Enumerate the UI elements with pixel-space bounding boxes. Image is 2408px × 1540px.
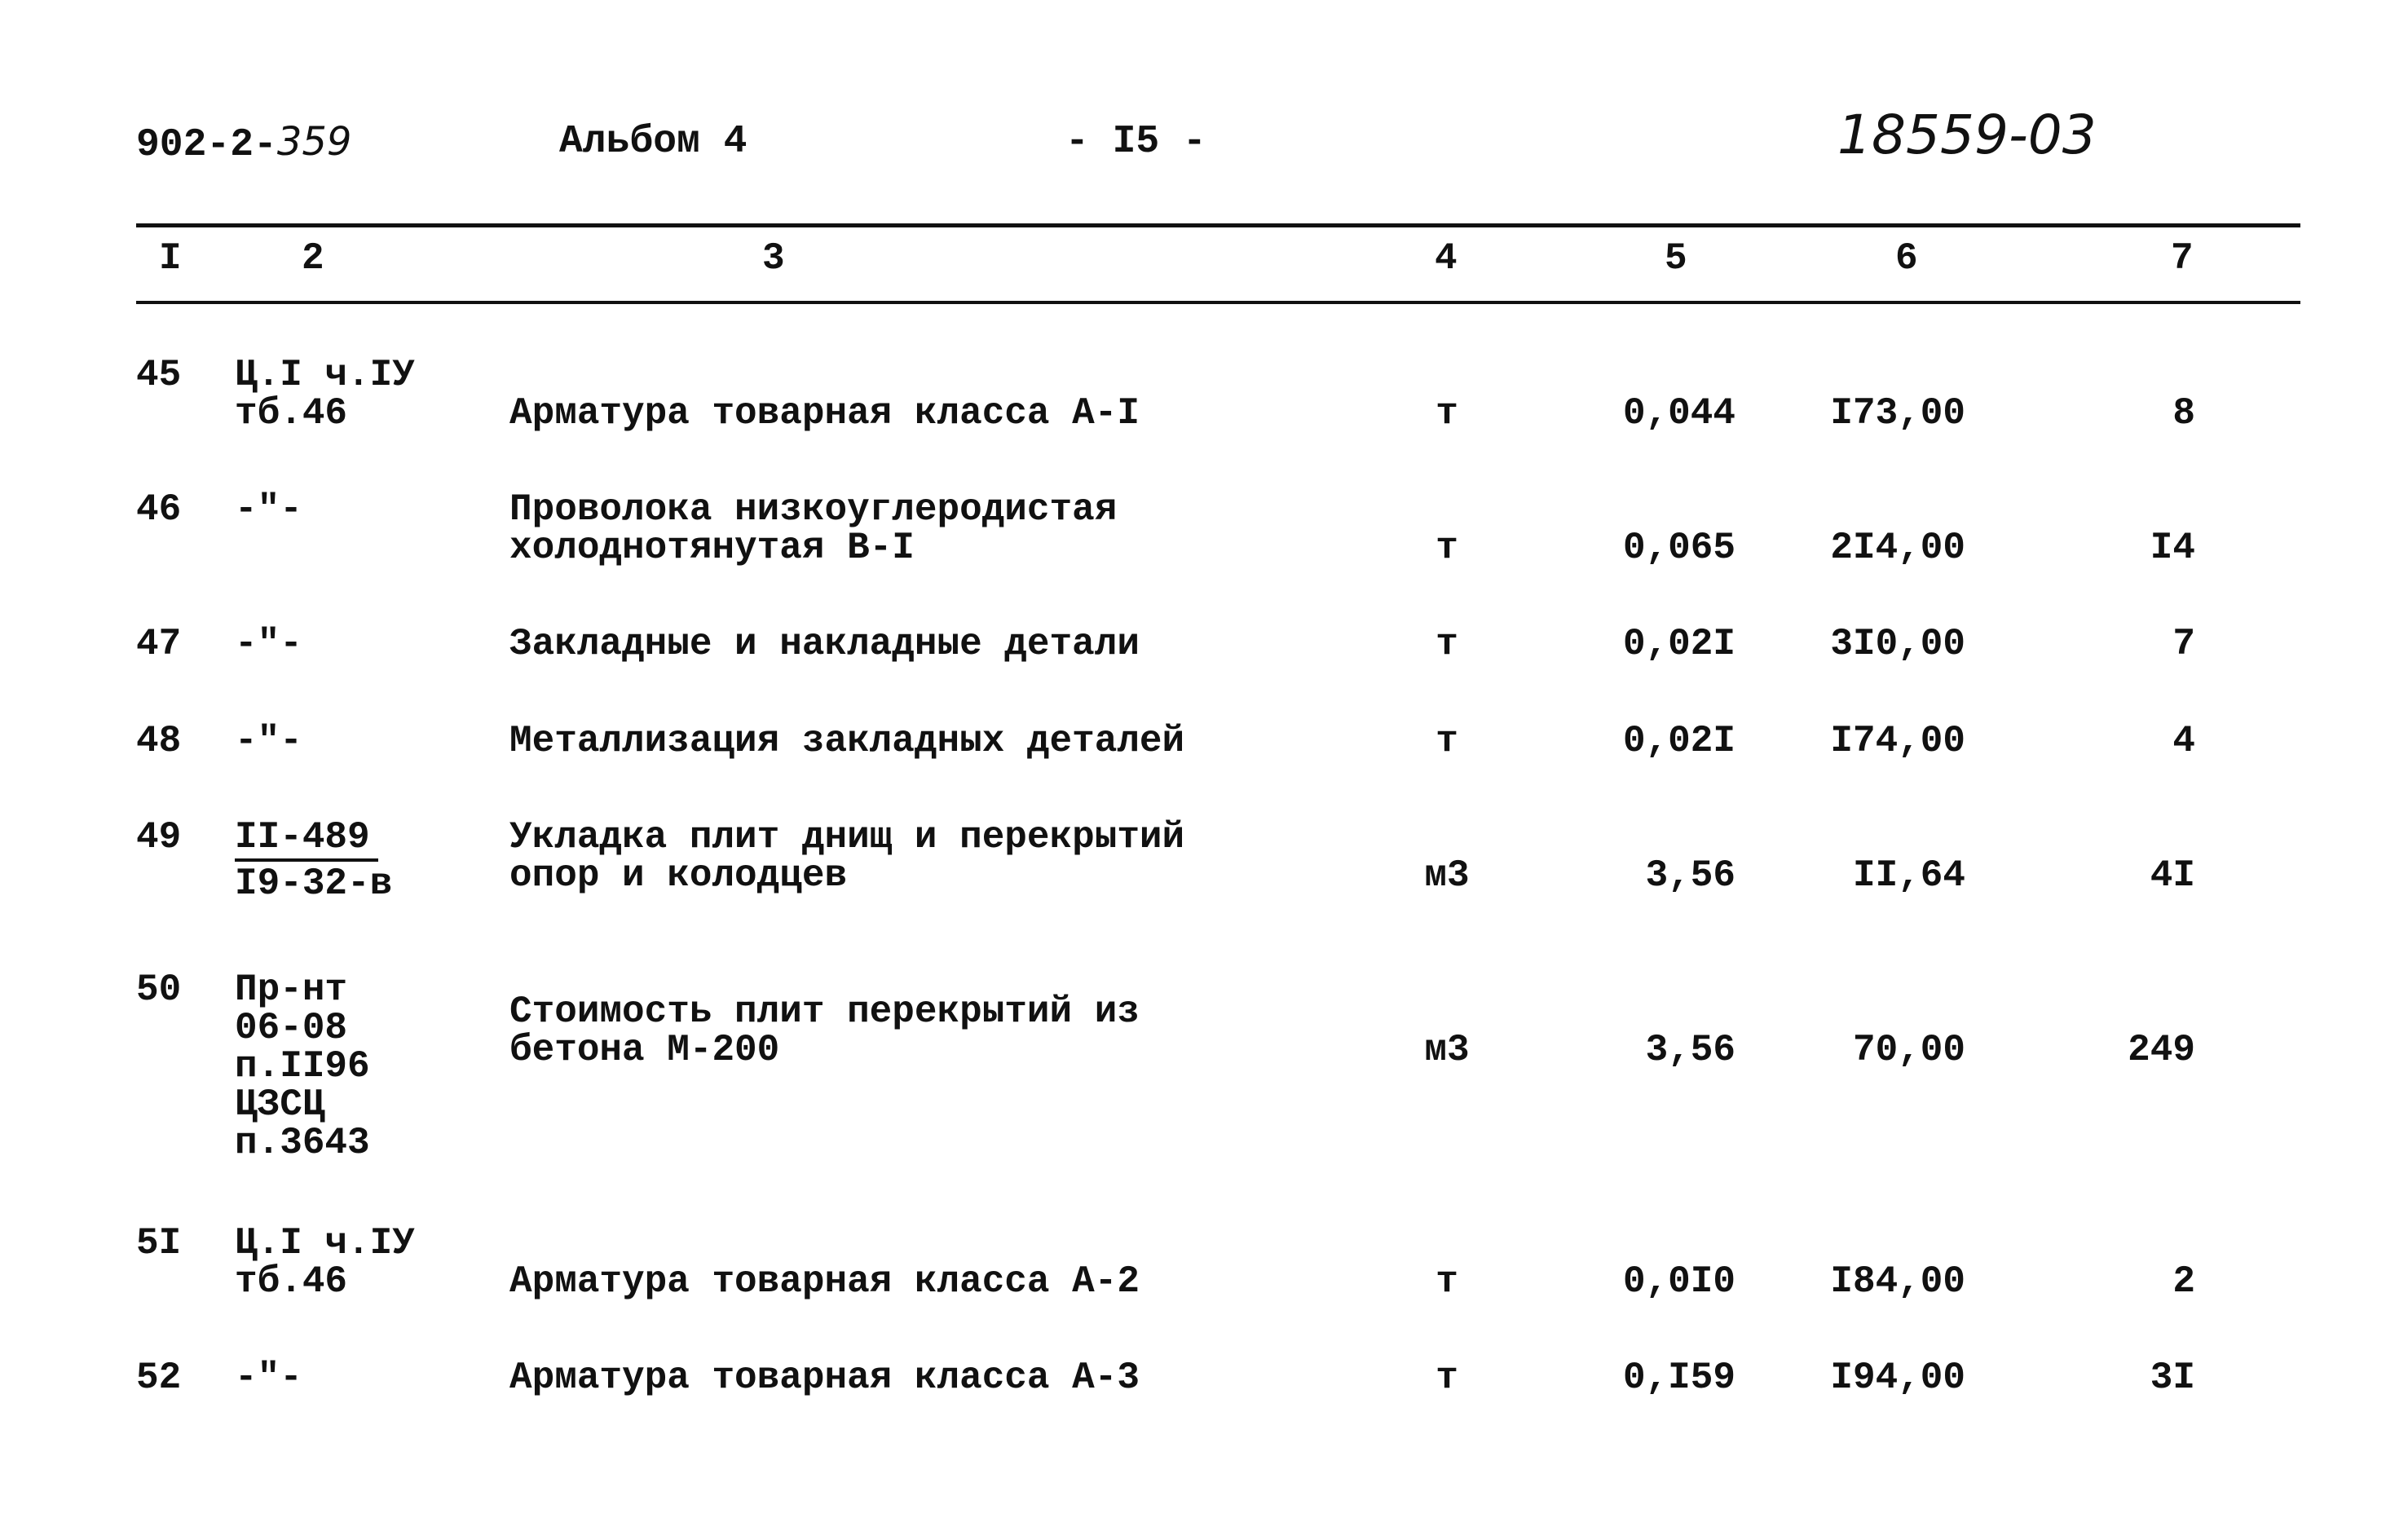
archive-number: 18559-03 (1837, 104, 2097, 166)
desc-line: холоднотянутая В-I (509, 527, 915, 569)
header-rule (136, 301, 2300, 304)
desc-line: Стоимость плит перекрытий из (509, 991, 1140, 1033)
row-quantity: 0,02I (1622, 623, 1735, 665)
row-quantity: 0,065 (1622, 527, 1735, 569)
row-quantity: 0,02I (1622, 720, 1735, 762)
row-price: 3I0,00 (1830, 623, 1965, 665)
row-price: 2I4,00 (1830, 527, 1965, 569)
row-total: I4 (2150, 527, 2195, 569)
row-quantity: 0,0I0 (1622, 1260, 1735, 1303)
row-unit: т (1436, 527, 1458, 569)
row-code (235, 356, 415, 433)
row-code (235, 971, 370, 1163)
desc-line: Проволока низкоуглеродистая (509, 488, 1118, 531)
row-description (509, 488, 1118, 569)
row-description: Металлизация закладных деталей (509, 720, 1185, 762)
code-line: п.II96 (235, 1045, 370, 1088)
row-price: I94,00 (1830, 1357, 1965, 1399)
row-code: -"- (235, 623, 302, 665)
top-rule (136, 223, 2300, 227)
row-unit: т (1436, 623, 1458, 665)
row-description: Арматура товарная класса А-I (509, 392, 1140, 435)
row-price: I74,00 (1830, 720, 1965, 762)
col-header-7: 7 (2171, 237, 2194, 280)
doc-code-printed: 902-2- (136, 123, 277, 167)
row-price: I73,00 (1830, 392, 1965, 435)
row-price: II,64 (1852, 854, 1965, 897)
code-numerator: II-489 (235, 819, 378, 862)
row-number: 5I (136, 1222, 182, 1264)
row-code (235, 1224, 415, 1301)
table-row (0, 354, 2408, 435)
row-number: 48 (136, 720, 182, 762)
row-quantity: 3,56 (1645, 854, 1735, 897)
row-total: 8 (2172, 392, 2195, 435)
row-description (509, 816, 1185, 897)
row-unit: т (1436, 1260, 1458, 1303)
row-description: Арматура товарная класса А-2 (509, 1260, 1140, 1303)
row-total: 7 (2172, 623, 2195, 665)
code-denominator: I9-32-в (235, 863, 393, 905)
page-number: - I5 - (1065, 120, 1206, 164)
col-header-6: 6 (1895, 237, 1918, 280)
doc-code (136, 121, 351, 166)
row-total: 3I (2150, 1357, 2195, 1399)
row-description: Закладные и накладные детали (509, 623, 1140, 665)
desc-line: бетона М-200 (509, 1029, 780, 1071)
doc-code-handwritten: 359 (276, 119, 352, 165)
row-code: -"- (235, 488, 302, 531)
table-row (0, 488, 2408, 569)
row-price: I84,00 (1830, 1260, 1965, 1303)
row-unit: м3 (1424, 1029, 1470, 1071)
row-quantity: 3,56 (1645, 1029, 1735, 1071)
row-code: -"- (235, 720, 302, 762)
code-line: Ц.I ч.IУ (235, 1222, 415, 1264)
desc-line: Укладка плит днищ и перекрытий (509, 816, 1185, 858)
row-number: 47 (136, 623, 182, 665)
code-line: тб.46 (235, 1260, 348, 1303)
code-line: ЦЗСЦ (235, 1083, 325, 1126)
desc-line: опор и колодцев (509, 854, 848, 897)
row-quantity: 0,I59 (1622, 1357, 1735, 1399)
row-code: -"- (235, 1357, 302, 1399)
col-header-1: I (159, 237, 182, 280)
row-number: 45 (136, 354, 182, 396)
row-unit: т (1436, 720, 1458, 762)
album-label: Альбом 4 (559, 120, 748, 164)
row-total: 249 (2128, 1029, 2195, 1071)
row-quantity: 0,044 (1622, 392, 1735, 435)
row-description (509, 993, 1140, 1070)
code-line: п.3643 (235, 1122, 370, 1164)
row-number: 52 (136, 1357, 182, 1399)
row-total: 4I (2150, 854, 2195, 897)
row-number: 50 (136, 969, 182, 1011)
row-unit: т (1436, 1357, 1458, 1399)
col-header-4: 4 (1435, 237, 1458, 280)
row-unit: м3 (1424, 854, 1470, 897)
table-row (0, 969, 2408, 1164)
row-number: 49 (136, 816, 182, 858)
row-description: Арматура товарная класса А-3 (509, 1357, 1140, 1399)
code-line: Пр-нт (235, 969, 348, 1011)
row-number: 46 (136, 488, 182, 531)
col-header-3: 3 (762, 237, 785, 280)
table-row (0, 1222, 2408, 1303)
row-code (235, 816, 393, 905)
row-unit: т (1436, 392, 1458, 435)
table-row (0, 720, 2408, 762)
table-row (0, 1357, 2408, 1399)
row-total: 4 (2172, 720, 2195, 762)
row-total: 2 (2172, 1260, 2195, 1303)
code-line: тб.46 (235, 392, 348, 435)
col-header-2: 2 (302, 237, 324, 280)
code-line: 06-08 (235, 1007, 348, 1049)
table-row (0, 816, 2408, 905)
col-header-5: 5 (1665, 237, 1687, 280)
table-row (0, 623, 2408, 665)
code-line: Ц.I ч.IУ (235, 354, 415, 396)
row-price: 70,00 (1852, 1029, 1965, 1071)
